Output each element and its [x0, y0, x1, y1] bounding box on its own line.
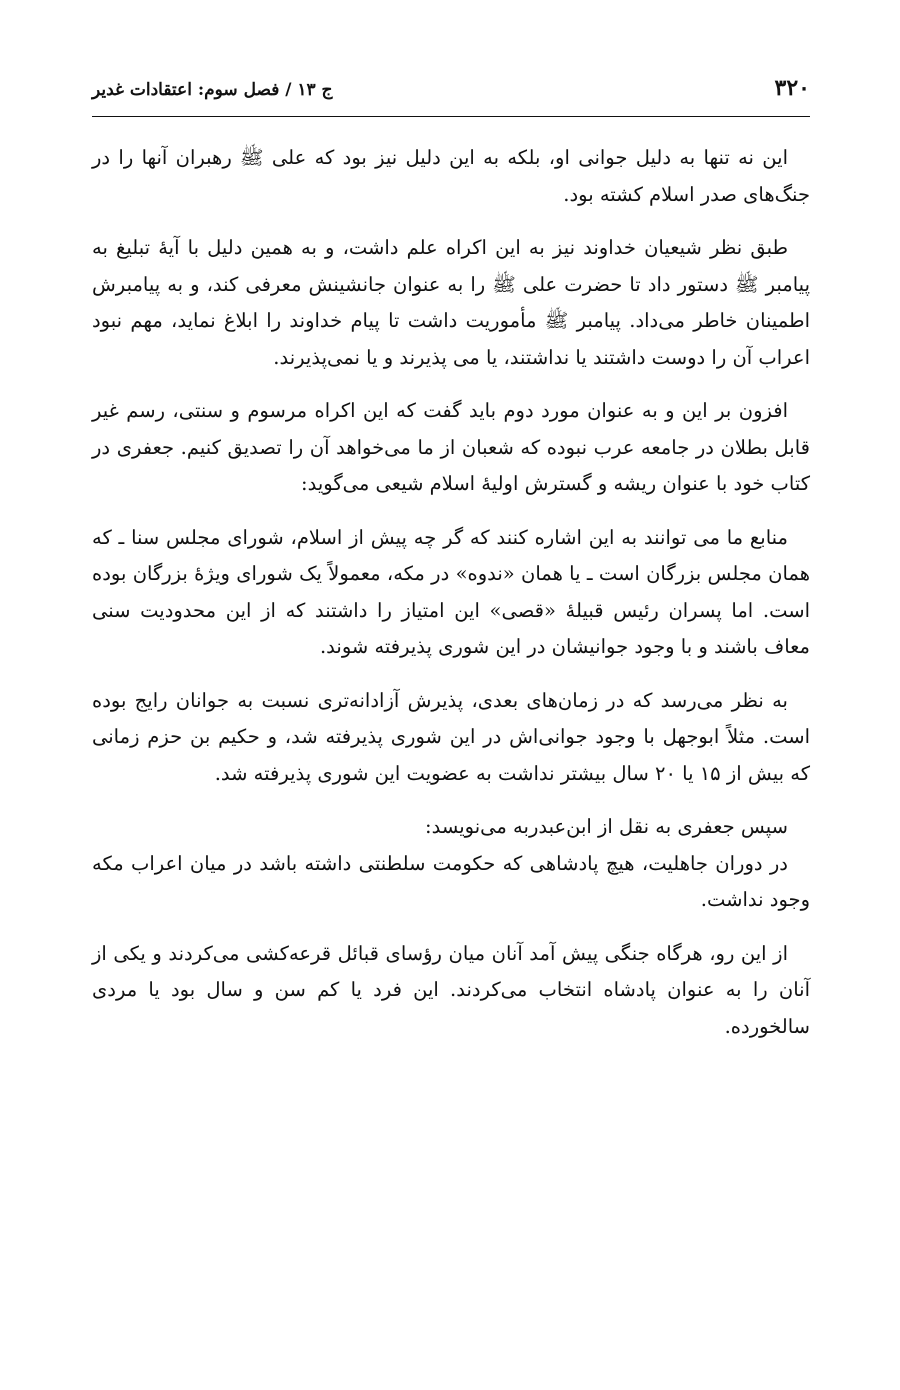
page-number: ۳۲۰ [774, 75, 810, 101]
quote-intro: سپس جعفری به نقل از ابن‌عبدربه می‌نویسد: [425, 815, 788, 838]
quoted-paragraph: به نظر می‌رسد که در زمان‌های بعدی، پذیرش آزادانه‌تری نسبت به جوانان رایج بوده است. مثلاً ابوجهل با وجود جوانی‌اش در این شوری پذیرفته شد، و حکیم بن حزم زمانی که بیش از ۱۵ یا ۲۰ سال بیشتر نداشت به عضویت این شوری پذیرفته شد. [92, 688, 810, 785]
quoted-paragraph: منابع ما می توانند به این اشاره کنند که گر چه پیش از اسلام، شورای مجلس سنا ـ که همان مجلس بزرگان است ـ یا همان «ندوه» در مکه، معمولاً یک شورای ویژهٔ بزرگان بوده است. اما پسران رئیس قبیلهٔ «قصی» این امتیاز را داشتند که از این محدودیت سنی معاف باشند و با وجود جوانیشان در این شوری پذیرفته شوند. [92, 525, 810, 658]
paragraph: از این رو، هرگاه جنگی پیش آمد آنان میان رؤسای قبائل قرعه‌کشی می‌کردند و یکی از آنان را به عنوان پادشاه انتخاب می‌کردند. این فرد یا کم سن و سال بود یا مردی سالخورده. [92, 941, 810, 1038]
running-title: ج ۱۳ / فصل سوم: اعتقادات غدیر [92, 80, 333, 100]
page-header [92, 70, 810, 114]
paragraph: این نه تنها به دلیل جوانی او، بلکه به این دلیل نیز بود که علی ﷺ رهبران آنها را در جنگ‌های صدر اسلام کشته بود. [92, 146, 810, 206]
paragraph: طبق نظر شیعیان خداوند نیز به این اکراه علم داشت، و به همین دلیل با آیهٔ تبلیغ به پیامبر ﷺ دستور داد تا حضرت علی ﷺ را به عنوان جانشینش معرفی کند، و به پیامبرش اطمینان خاطر می‌داد. پیامبر ﷺ مأموریت داشت تا پیام خداوند را ابلاغ نماید، مهم نبود اعراب آن را دوست داشتند یا نداشتند، یا می پذیرند و یا نمی‌پذیرند. [92, 236, 810, 369]
paragraph: افزون بر این و به عنوان مورد دوم باید گفت که این اکراه مرسوم و سنتی، رسم غیر قابل بطلان در جامعه عرب نبوده که شعبان از ما می‌خواهد آن را تصدیق کنیم. جعفری در کتاب خود با عنوان ریشه و گسترش اولیهٔ اسلام شیعی می‌گوید: [92, 399, 810, 495]
quote: در دوران جاهلیت، هیچ پادشاهی که حکومت سلطنتی داشته باشد در میان اعراب مکه وجود نداشت. [92, 851, 810, 911]
header-rule [92, 116, 810, 117]
body-text [92, 140, 810, 1062]
